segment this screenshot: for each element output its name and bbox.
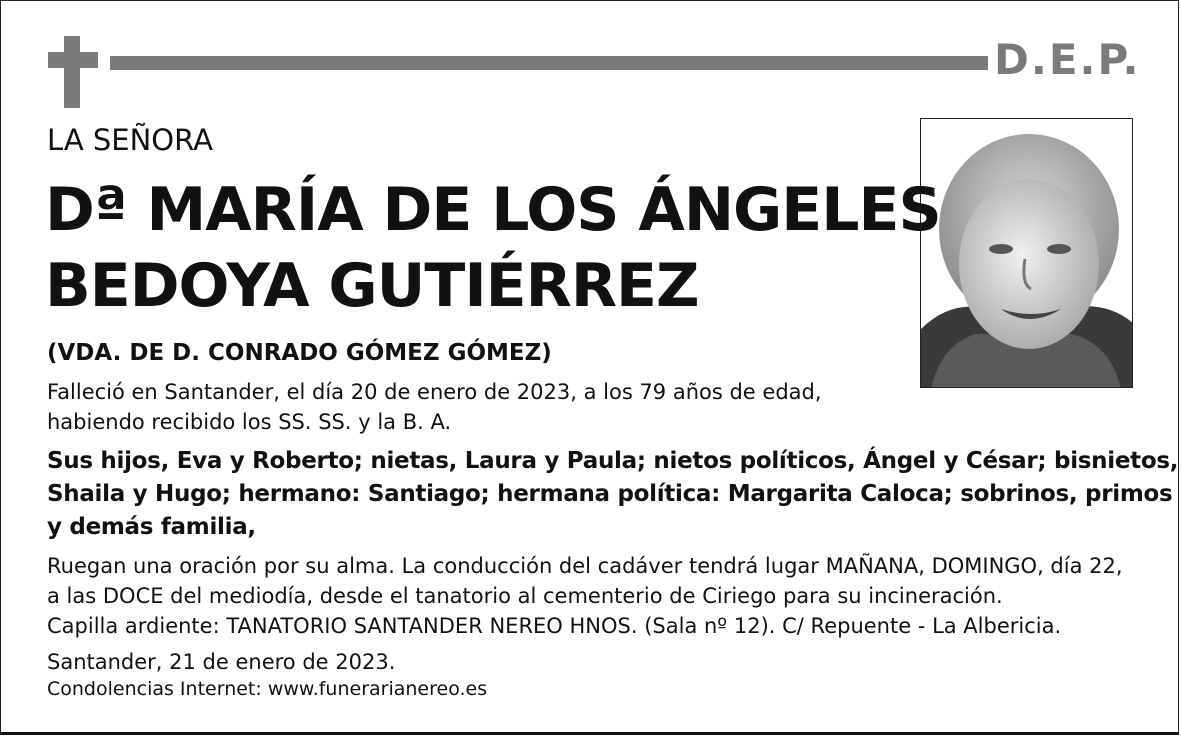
portrait-illustration [921, 119, 1133, 388]
family-line: y demás familia, [47, 514, 256, 540]
portrait-photo [920, 118, 1133, 388]
header-rule [110, 56, 988, 70]
intro-label: LA SEÑORA [47, 123, 213, 157]
place-date: Santander, 21 de enero de 2023. [47, 650, 396, 674]
dep-label: D.E.P. [994, 35, 1141, 84]
family-line: Shaila y Hugo; hermano: Santiago; hermana política: Margarita Caloca; sobrinos, primos [47, 481, 1173, 507]
widow-of: (VDA. DE D. CONRADO GÓMEZ GÓMEZ) [47, 340, 552, 366]
death-info-line: habiendo recibido los SS. SS. y la B. A. [47, 410, 452, 434]
cross-icon [64, 36, 80, 108]
service-line: Ruegan una oración por su alma. La conducción del cadáver tendrá lugar MAÑANA, DOMINGO, día 22, [47, 554, 1123, 578]
service-line: Capilla ardiente: TANATORIO SANTANDER NEREO HNOS. (Sala nº 12). C/ Repuente - La Albericia. [47, 614, 1062, 638]
service-line: a las DOCE del mediodía, desde el tanatorio al cementerio de Ciriego para su incineración. [47, 584, 1003, 608]
death-info-line: Falleció en Santander, el día 20 de enero de 2023, a los 79 años de edad, [47, 380, 822, 404]
deceased-name-line-2: BEDOYA GUTIÉRREZ [45, 251, 699, 321]
condolences-link[interactable]: Condolencias Internet: www.funerarianereo.es [47, 678, 488, 700]
family-line: Sus hijos, Eva y Roberto; nietas, Laura y Paula; nietos políticos, Ángel y César; bisnietos, [47, 448, 1179, 474]
cross-icon-bar [48, 52, 98, 68]
deceased-name-line-1: Dª MARÍA DE LOS ÁNGELES [45, 175, 941, 245]
